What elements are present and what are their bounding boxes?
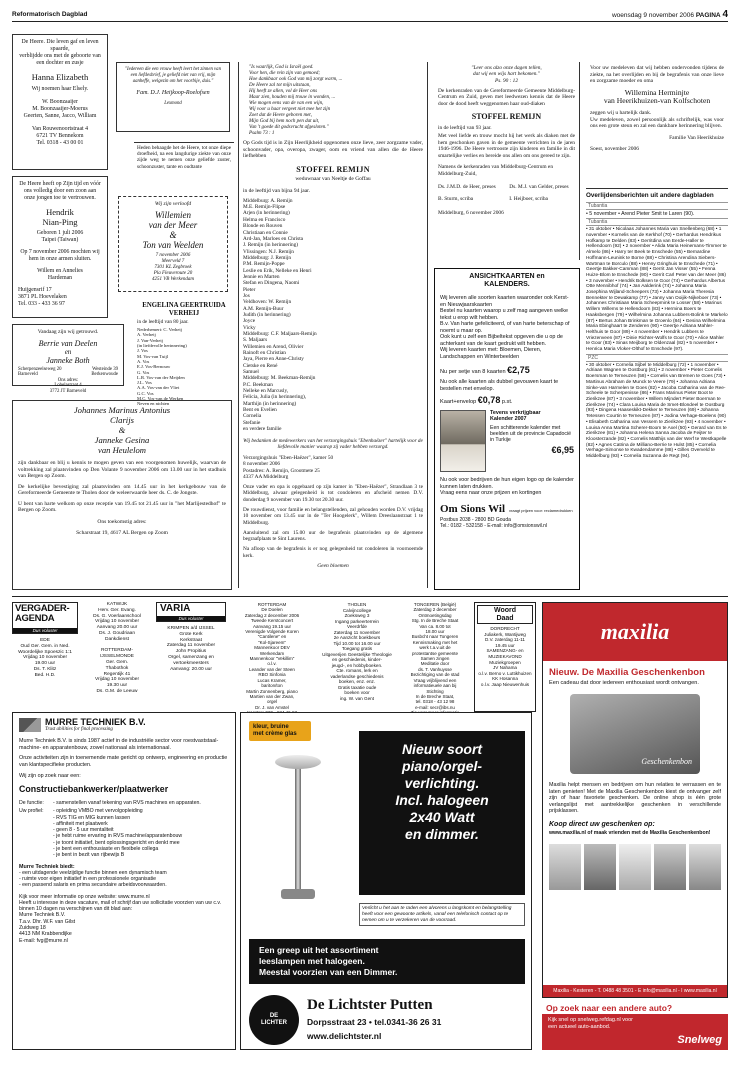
snelweg-body: Kijk snel op snelweg.refdag.nl voor een actueel auto-aanbod. (548, 1017, 633, 1030)
church-name: STOFFEL REMIJN (471, 112, 542, 122)
calendar-title: Tevens verkrijgbaar Kalender 2007 (490, 410, 541, 423)
maxilia-box (542, 602, 728, 998)
lichter-badge: kleur, bruine met crème glas (249, 721, 311, 741)
remijn-age: in de leeftijd van bijna 94 jaar. (243, 187, 311, 194)
engelina-family: Nederhemert: C. Verheij A. Verheij J. Van-Verheij (in liefdevolle herinnering) J. Vos M. Vos-van Tuijl A. Vos E.J. Vos-Bernouw G. Vos L.R. Vos-van der Meijden J.L. Vos A.A. Vos-van der Vliet G.C. Vos M.C. Vos-van de Werken Neven en nichten (137, 327, 187, 407)
maxilia-logo: maxilia (600, 619, 670, 644)
hendrik-text: De Heere heeft op Zijn tijd en vóór ons volledig door een zoon aan onze jongen toe te vertrouwen. (19, 181, 101, 201)
page-label: PAGINA (695, 12, 721, 19)
daad-label: Daad (496, 614, 514, 622)
obituaries-title: Overlijdensberichten uit andere dagbladen (586, 192, 714, 199)
remijn-sub: weduwnaar van Neeltje de Goffau (295, 175, 371, 182)
willemina-date: Soest, november 2006 (590, 145, 640, 152)
willemina-family: Familie Van Heerikhuize (669, 134, 724, 141)
woord-label: Woord (493, 607, 517, 614)
maxilia-body: Maxilia helpt mensen en bedrijven om hun relaties te verrassen en te laten genieten! Met de Maxilia Geschenkenbon kiest de ontvanger zelf zijn of haar favoriete geschenken. De online shop is één grote verlangslijst met aantrekkelijke geschenken in verschillende prijsklassen. (549, 782, 721, 814)
tag1-label: Tubantia (588, 203, 608, 209)
lichter-note: Verlicht u het aan te raden een alvorens u langskomt en belangstelling heeft voor een gewoonte artikels, vanaf een telefonisch contact op te nemen om u te verzekeren van de voorraad. (359, 903, 525, 926)
murre-slogan: Trust abilities for final processing (45, 727, 113, 732)
wedding-intro: Vandaag zijn wij getrouwd. (37, 329, 99, 335)
ansicht-body3: Nu ook voor bedrijven de hun eigen logo op de kalender kunnen laten drukken. Vraag eens naar onze prijzen en kortingen (440, 477, 574, 496)
murre-contact: Kijk voor meer informatie op onze website: www.murre.nl Heeft u interesse in deze vacature, mail of schrijf dan uw sollicitatie voorzien van uw c.v. binnen 10 dagen na verschijnen van dit blad aan: Murre Techniek B.V. T.a.v. Dhr. W.F. van Gilst Zuidweg 18 4413 NM Krabbendijke E-mail: fvg@murre.nl (19, 893, 222, 944)
murre-profile-label: Uw profiel: (19, 808, 44, 815)
lichter-ad2: Een greep uit het assortiment leeslampen met halogeen. Meestal voorzien van een Dimmer. (249, 939, 525, 984)
church-sig1: Ds. J.M.D. de Heer, preses (438, 184, 496, 191)
hanna-middle: Wij noemen haar Elsely. (31, 86, 89, 92)
ansicht-body2: Nu ook alle kaarten als dubbel gevouwen kaart te bestellen met envelop. (440, 379, 559, 392)
church-body2: Met veel liefde en trouw mocht hij het werk als diaken met de hem geschonken gaven in de gemeente verrichten in de jaren 1946-1996. De Heere vertrooste zijn kinderen en familie in dit smartelijke verlies en bereide ons allen om ons gereed te zijn. (438, 133, 575, 159)
remijn-body3: De rouwdienst, voor familie en belangstellenden, zal gehouden worden D.V. vrijdag 10 november om 13.45 uur in de "Ter Hoogelerk", Willem Dreeslaanstraat 1 te Middelburg. (243, 506, 423, 526)
calendar-price: €6,95 (551, 445, 574, 456)
lichter-addr: Dorpsstraat 23 • tel.0341-36 26 31 (307, 1017, 442, 1027)
varia-header (156, 602, 226, 622)
ansicht-address: Postbus 2038 - 2800 BD Gouda Tel.: 0182 - 532158 - E-mail: info@omsionswil.nl (440, 516, 548, 529)
church-age: in de leeftijd van 93 jaar. (438, 125, 492, 132)
remijn-thanks: Wij bedanken de medewerkers van het verzorgingshuis "Ebenhaëzer" hartelijk voor de liefdevolle manier waarop zij vader hebben verzorgd. (243, 437, 423, 450)
woord-daad-text: DORDRECHT Juliakerk, Wantijweg D.V. zaterdag 11-11 19.45 uur SAMENZANG- en MUZIEKAVOND Muziekgroepen JV Nahama o.l.v. Berno v. Luttikhuizen KK Hosanna o.l.v. Jaap Nieuwenhuis (478, 626, 532, 687)
willemina-name: Willemina Herminjte van Heerikhuizen-van Kolfschoten (603, 87, 711, 106)
engelina-body: Heden behaagde het de Heere, tot onze diepe droefheid, na een langdurige ziekte van onze zijde weg te nemen onze geliefde zuster, schoonzuster, tante en oudtante (137, 145, 231, 170)
remijn-body2: Onze vader en opa is opgebaard op zijn kamer in "Eben-Haëzer", Strandlaan 3 te Middelburg, alwaar gelegenheid is tot condoleren en afscheid nemen D.V. donderdag 9 november van 19.30 tot 20.30 uur. (243, 484, 423, 503)
hendrik-parents: Willem en Annelies Hardeman (37, 268, 83, 281)
church-sig3: B. Sturm, scriba (438, 195, 474, 202)
murre-offer: - een uitdagende veelzijdige functie binnen een dynamisch team - ruimte voor eigen initiatief in een professionele organisatie - een passend salaris en prima secundaire arbeidsvoorwaarden. (19, 869, 167, 889)
remijn-family-list: Middelburg: A. Remijn M.E. Remijn-Flipse Arjen (in herinnering) Helma en Francisco Blonde en Rouven Christiaan en Connie Ard-Jan, Marloes en Christa J. Remijn (in herinnering) Vlissingen: N.J. Remijn Middelburg: J. Remijn P.M. Remijn-Poppe Leslie en Erik, Nelleke en Henri Jennie en Marten Stefan en Dingena, Naomi Pieter Jos Veldhoven: W. Remijn A.M. Remijn-Buur Judith (in herinnering) Joyce Vicky Middelburg: C.F. Maljaars-Remijn S. Maljaars Willemien en Arend, Olivier Rainoft en Christian Jaya, Pierre en Anne-Christy Cietske en René Samuel Middelburg: M. Beekman-Remijn P.C. Beekman Nelleke en Marcusly, Felicia, Julia (in herinnering), Marthijn (in herinnering) Bent en Evelien Cornelia Stefanie en verdere familie (243, 197, 317, 433)
remijn-body4: Aansluitend zal om 15.00 uur de begrafenis plaatsvinden op de algemene begraafplaats te Sint Laurens. (243, 529, 423, 543)
clarijs-future-label: Ons toekomstig adres: (97, 518, 147, 525)
remijn-sign: Geen bloemen (317, 563, 349, 570)
clarijs-body3: U bent van harte welkom op onze receptie van 19.45 tot 21.45 uur in "het Marlijestedhof" te Bergen op Zoom. (18, 500, 226, 513)
varia-sub: Dus voluste! (157, 616, 225, 621)
remijn-body: Op Gods tijd is in Zijn Heerlijkheid opgenomen onze lieve, zeer zorgzame vader, schoonvader, opa, overopa, zwager, oom en vriend van allen die de Heere liefhebben (243, 140, 423, 160)
birth-notice-hendrik (12, 176, 108, 318)
engagement-amp: & (169, 230, 177, 240)
lichter-name: De Lichtster Putten (307, 997, 433, 1013)
agenda-katwijk: KATWIJK Herv. Ger. Evang. Ds. G. Voerlaanschool Vrijdag 10 november Aanvang 20.00 uur Ds. J. Goudriaan Dankdienst ROTTERDAM- IJSSELMONDE Ger. Gem. Thabothok Regentijk 41 Vrijdag 10 november 19.30 uur Ds. G.M. de Leeuw (93, 602, 141, 694)
section-divider (12, 596, 728, 597)
tag-3 (586, 354, 728, 362)
wedding-addr-left: Scherpenzeelseweg 20 Barneveld (18, 366, 62, 378)
lamp-image (267, 753, 329, 903)
product-photo-5 (689, 844, 721, 890)
church-date: Middelburg, 6 november 2006 (438, 210, 504, 217)
heijkoop-text: "Iedereen die een vrouw heeft leert het zinnen van een liefdesbrief, je geliefd niet van vrij, mijn aanheffe, welgezin om het voorbije, duis." (125, 67, 221, 84)
hendrik-born: Geboren 1 juli 2006 Taipei (Taiwan) (36, 230, 84, 243)
tag-2 (586, 218, 728, 226)
ansicht-brand-sub: vraagt prijzen voor: reclamedrukken (509, 507, 573, 513)
product-photo-2 (584, 844, 616, 890)
thanks-notice-willemina (586, 62, 728, 182)
ansicht-price2: €0,78 (477, 395, 501, 405)
maxilia-footer: Maxilia - Kesteren - T. 0488 48 3501 - E info@maxilia.nl - I www.maxilia.nl (543, 985, 727, 997)
willemina-body: Voor uw medeleven dat wij hebben ondervonden tijdens de ziekte, na het overlijden en bij de begrafenis van onze lieve en zorgzame moeder en oma (590, 65, 724, 85)
agenda-krimpen: KRIMPEN a/d IJSSEL Grote Kerk Kerkstraat Zaterdag 11 november John Propitius Orgel, samenzang en vertoekmeesters Aanvang: 20.00 uur (166, 626, 216, 672)
church-body: De kerkenraden van de Gereformeerde Gemeente Middelburg-Centrum en Zuid, geven met leedwezen kennis dat de Heere door de dood heeft weggenomen haar oud-diaken (438, 87, 575, 107)
remijn-body5: Na afloop van de begrafenis is er nog gelegenheid tot condoleren in voornoemde kerk. (243, 546, 423, 559)
church-sig4: I. Heijboer, scriba (509, 195, 548, 202)
clarijs-body2: De kerkelijke bevestiging zal plaatsvinden om 14.45 uur in het kerkgebouw van de Gereformeerde Gemeente te Tholen door de weleerwaarde heer ds. C. de Jongste. (18, 483, 226, 496)
heijkoop-name: Fam. D.J. Heijkoop-Roelofsen (136, 90, 210, 97)
agenda-header (12, 602, 78, 634)
page-number: 4 (722, 9, 728, 20)
murre-p3: Wij zijn op zoek naar een: (19, 773, 81, 779)
ansicht-price1: €2,75 (507, 365, 530, 375)
newspaper-name: Reformatorisch Dagblad (12, 11, 88, 18)
remijn-name: STOFFEL REMIJN (296, 164, 370, 174)
wedding-name1: Berrie van Deelen (38, 338, 98, 348)
page-header (12, 8, 728, 22)
engagement-intro: Wij zijn verloofd (154, 201, 192, 207)
engelina-lower-section (134, 300, 234, 407)
obituary-list-3: • 30 oktober • Cornelia Sijbel te Middelburg (72) • 1 november • Adriaan Wagnen te Oostburg (61) • 2 november • Pieter Cornelis Boersman te Terneuzen (58) • Cornelis van Bremen te Goes (73) • Martinus Abraham de Munck te Veere (79) • Johanna Adriana Sinke-van Harmelen te Goes (82) • Jacoba Catharina van de Ree-Scheele te Scherpenisse (86) • Frans Marinus Pieter Boot te Zierikzee (87) • 3 november • Willem Mijndert Pieter Boerman te Zierikzee (74) • Clara Louisa Maria de Smet-Blondeel te Oostburg (93) • Dingena Haaseskikt-Dekker te Terneuzen (69) • Johanna Tetessen Courtin te Terneuzen (87) • Jodina Verhage-Boelens (90) • Elisabeth Catharina van Vessem te Zierikzee (93) • 4 november • Louisa Anna Martina Scherer-Boom te Axel (50) • Gerard van Es te Zierikzee (81) • Johanna Helena Sanna Jacoba de Feijter te Kloosterzande (82) • Cornelis Matthijs van der Werf te Westkapelle (82) • Agnes Catrina de Milliano-Berrie te Hulst (85) • Cornelia Verhage-Simonse te Kwadendamme (88) • Gilles Overveld te Middelburg (93) • Cornelia Suzanna de Regt (94). (586, 362, 727, 460)
engagement-name1: Willemien van der Meer (148, 210, 198, 230)
hanna-name: Hanna Elizabeth (31, 72, 89, 82)
church-quote: "Leer ons alzo onze dagen tellen, dat wij een wijs hart bekomen." Ps. 90 : 12 (471, 65, 542, 84)
murre-offer-label: Murre Techniek biedt: (19, 863, 75, 870)
ansicht-body: Wij leveren alle soorten kaarten waaronder ook Kerst- en Nieuwjaarskaarten Bestel nu kaarten waarop u zelf mag aangeven welke tekst u erop wilt hebben. B.v. Van harte gefeliciteerd, of van harte beterschap of noemt u maar op. Ook kunt u zelf een Bijbeltekst opgeven die u op de achterkant van de kaart gedrukt wilt hebben. Wij leveren kaarten met: Bloemen, Dieren, Landschappen en Winterbeelden (440, 295, 570, 360)
calendar-body: Een schitterende kalender met beelden uit de provincie Capadocië in Turkije (490, 424, 572, 444)
thanks-notice-alida (134, 388, 144, 396)
agenda-rotterdam: ROTTERDAM De Doelen Zaterdag 2 december 2006 Tweede Kerstconcert Aanvang 19.15 uur Verenigde Volgende Koren "Cantilene" en "Kol-Sjareem" Mannenkoor DEV Werkendam Mannenkoor "Vekillim" o.l.v. Leander van der Steen RBO Sinfonia Lucas Kramer, bariton/ton Martin Zonnenberg, piano Martien van der Zwan, orgel Dr. J. van Amstel (244, 602, 300, 710)
product-photo-1 (549, 844, 581, 890)
agenda-title: VERGADER- AGENDA (15, 603, 70, 624)
remijn-quote: "Is waarlijk, God is Israël goed. Voor hen, die rein zijn van gemoed; Hoe dankbaar ook God van mij zorgt warm, ... De Heere zal tot mijn uitstaan, Hij heeft ze allen, vol de Heer ons Maar zien, houden mij trouw in wonden, ... Wie mogen eens van de van een wijn, Wij voor u haar vergeet niet mee het zijn Zoet dat de Heere geboren met, Mijn God bij hem noch pen dat uit, Van 't goede dit godsvrucht afgesloten." Psalm 73 : 1 (249, 65, 343, 136)
hanna-family: W. Boonzaaijer M. Boonzaaijer-Moerus Geerten, Sanne, Jacco, William (23, 99, 97, 119)
wedding-notice-clarijs (12, 400, 232, 590)
maxilia-sub: Een cadeau dat door iedereen enthousiast wordt ontvangen. (549, 680, 699, 686)
wedding-notice-deelen (12, 324, 124, 394)
ansicht-ad (434, 268, 580, 590)
tag3-label: PZC (588, 354, 598, 361)
hendrik-text2: Op 7 november 2006 mochten wij hem in onze armen sluiten. (20, 249, 100, 262)
calendar-image (440, 410, 486, 472)
murre-vacancy-ad (12, 712, 236, 1050)
ansicht-brand: Om Sions Wil (440, 502, 506, 515)
birth-notice-hanna (12, 34, 108, 170)
ansicht-title: ANSICHTKAARTEN en KALENDERS. (469, 273, 545, 288)
murre-p1: Murre Techniek B.V. is sinds 1987 actief in de industriële sector voor roestvaststaal-machine- en apparatenbouw, zowel nationaal als internationaal. (19, 738, 219, 751)
agenda-tholen: THOLEN Calvijncollege Zoeksweg 3 Ingang parkeerterrein Veerdrfde Zaterdag 11 november 2e Aanzicht boekbeurs Tijd 10.00 tot 16.00 uur Toegang gratis Uitgeverijen Geestelijke Theologie en geschiedenis, kinder- jeugd-, en hobbyboeken. Cte. romans, lerk en vaderlandse geschiedenis boeken, enz. enz. Gratis taxatie oude boeken voor ing. W. van Gent (322, 602, 392, 701)
murre-logo-icon (19, 718, 41, 732)
death-notice-remijn-church (434, 62, 580, 260)
clarijs-name2: Janneke Gesina van Heulelom (94, 435, 150, 455)
agenda-sub: Dus voluste! (13, 628, 77, 633)
hanna-address: Van Rouwenoortstraat 4 6721 TV Bennekom Tel. 0318 - 43 00 01 (31, 126, 89, 146)
wedding-future: Ons adres: Lobelastraat 4 3772 JT Barneveld (49, 377, 87, 394)
clarijs-name1: Johannes Marinus Antonius Clarijs (73, 405, 171, 425)
ansicht-price-line: Nu per setje van 8 kaarten (440, 369, 506, 375)
engelina-age: in de leeftijd van 80 jaar. (137, 319, 189, 326)
murre-func-label: De functie: (19, 800, 44, 806)
notice-heijkoop (116, 62, 230, 132)
murre-p2: Onze activiteiten zijn in toenemende mate gericht op ontwerp, engineering en productie van klantspecifieke producten. (19, 755, 228, 768)
snelweg-logo: Snelweg (677, 1034, 722, 1046)
lichter-ad (240, 712, 532, 1050)
murre-logo: MURRE TECHNIEK B.V. (45, 717, 146, 727)
obituary-list-1: • 5 november • Arend Pieter Smit te Laren (90). (586, 211, 695, 217)
obituary-list-2: • 31 oktober • Nicolaas Johannes Maria van Snellenberg (68) • 1 november • Kornelis van de Kerkhof (70) • Gerhardus Hendrikus Hofkamp te Delden (83) • Gerritdina van Eerde-Haller te Hellendoorn (92) • 2 november • Alida Maria Heinemans-Timmer te Almelo (86) • Harry ter Beek te Enschede (55) • Bernardine Hoffmann-Leunink te Borne (88) • Christina Arendina Siebers-Wartman te Borculo (88) • Henny Gringhuis te Enschede (71) • Geertje Bakker-Camman (88) • Gerrit Jan Visser (55) • Fenna Huize-Blom te Enschede (90) • Gerrit Carl Peter van der Meer (86) • 3 november • Hendrik Bolksen te Goor (74) • Gerhardus Albertus Otte Mennibhof (74) • Jan Aalderink (74) • Johanna Maria Josephina Wijland-Scheepers (73) • Johanna Maria Theresia Bennekter te Dewakamp (77) • Janny van Ooijik-Nijkeboer (73) • Johannes Christiaan Maria Scheepmink te Losser (58) • Marinus Willem Willems te Hellendoorn (83) • Hermina Boers te Haaksbergen (79) • Wilhelmina Johanna Lubbers-Bolink te Markelo (87) • Bertus Johan Brinkman te Groenlo (84) • Gesina Wilhelmina Maria Ebinghaart te Zenderen (90) • Geertje Adriana Mahler-Helthuis te Goor (89) • 4 november • Hendrik Lubbers te Vriezenveen (87) • Dinie Richter-Wolfs te Goor (70) • Alice Mahler te Goor (83) • Sinas Meijborg te Oldenzaal (82) • 5 november • Henrica Maria Vloker-Olthof te Enschede (97). (586, 227, 728, 353)
church-sig2: Ds. M.J. van Gelder, preses (509, 184, 569, 191)
murre-role: Constructiebankwerker/plaatwerker (19, 784, 169, 794)
wedding-addr-right: Westeinde 39 Berkenwoude (91, 366, 118, 378)
hendrik-name: Hendrik Nian-Ping (42, 207, 78, 227)
agenda-tongeren: TONGEREN (België) Zaterdag 2 december Ontmoetingsdag Stg. In de Breche Staat Van ca. 8.00 tot 18.00 uur Busbcht naar Tongeren Kennismaking met het werk t.a.v.uit de protestantse gemeente Samen zingen Meditatie door ds. T. Vanhuysse Bezichtiging van de stad Vraag vrijblijvend een informatieuele aan bij Stichting In de Breche Staat, tel. 0318 - 43 12 98 e-mail: secr@ibs.nu (410, 602, 460, 710)
tag2-label: Tubantia (588, 219, 608, 226)
engelina-name: ENGELINA GEERTRUIDA VERHEIJ (142, 302, 226, 317)
snelweg-ad (542, 1002, 728, 1050)
lichter-ad1: Nieuw soort piano/orgel- verlichting. Incl. halogeen 2x40 Watt en dimmer. (359, 731, 525, 895)
ansicht-envelop: Kaart+envelop (440, 399, 477, 405)
lichter-logo (249, 995, 299, 1045)
agenda-ede: EDE Oud Ger. Gem. in Ned. Woordelijke Spoeszic 1:1 Vrijdag 10 november 19.00 uur Ds. T. Klitz Bed. H.D. (18, 638, 72, 678)
other-obituaries (586, 188, 728, 592)
wedding-name2: Janneke Both (46, 355, 90, 365)
heijkoop-place: Lexmond (164, 101, 182, 107)
woord-daad-ad (474, 602, 536, 712)
product-photo-3 (619, 844, 651, 890)
church-body3: Namens de kerkenraden van Middelburg-Centrum en Middelburg-Zuid, (438, 164, 554, 177)
engagement-name2: Ton van Weelden (142, 240, 204, 250)
clarijs-body: zijn dankbaar en blij u kennis te mogen geven van een voorgenomen huwelijk, waarvan de voltrekking zal plaatsvinden op Den Volante 9 november 2006 om 13.00 uur in het stadhuis van Bergen op Zoom. (18, 460, 226, 479)
snelweg-title: Op zoek naar een andere auto? (542, 1002, 728, 1014)
product-photos (549, 844, 721, 890)
gift-card-label: Geschenkenbon (641, 757, 692, 766)
remijn-address: Verzorgingshuis "Eben-Haëzer", kamer 50 8 november 2006 Postadres: A. Remijn, Grootmete 25 4337 AA Middelburg (243, 454, 334, 480)
gift-card-image (570, 694, 700, 774)
varia-title: VARIA (160, 603, 191, 614)
lichter-logo-text: DE LICHTER (261, 1013, 287, 1026)
clarijs-future: Scharstraat 19, 4617 AL Bergen op Zoom (76, 530, 168, 536)
ansicht-price2-unit: p.st. (501, 399, 513, 405)
hendrik-address: Huijgensrif 17 3871 PL Hoevelaken Tel. 033 - 433 36 97 (18, 287, 67, 307)
maxilia-title: Nieuw. De Maxilia Geschenkenbon (549, 667, 705, 678)
clarijs-amp: & (118, 425, 126, 435)
hanna-intro: De Heere. Die leven gaf en leven spaarde, verblijdde ons met de geboorte van een dochter en zusje (19, 39, 101, 66)
maxilia-cta: Koop direct uw geschenken op: (549, 820, 655, 828)
murre-func: - samenstellen vanaf tekening van RVS machines en apparaten. (53, 800, 201, 806)
wedding-amp: en (64, 347, 72, 356)
tag-1 (586, 202, 728, 210)
woord-daad-logo (477, 605, 533, 624)
murre-profile: - opleiding VMBO met vervolgopleiding - RVS TIG en MIG kunnen lassen - affiniteit met plaatwerk - geen 8 - 5 uur mentaliteit - je hebt ruime ervaring in RVS machine/apparatenbouw - je toont initiatief, bent oplossingsgericht en denkt mee - je bent een enthousiaste en flexibele collega - je bent in bezit van rijbewijs B (53, 808, 183, 859)
product-photo-4 (654, 844, 686, 890)
death-notice-remijn-family (238, 62, 428, 588)
engagement-date: 7 november 2006 Meerveld 7 7301 KL Zegbroek Pla Fleuveroute 20 4251 VB Werkendam (151, 253, 195, 282)
lichter-web: www.delichtster.nl (307, 1031, 382, 1041)
maxilia-cta-url: www.maxilia.nl of maak vrienden met de Maxilia Geschenkenbon! (549, 829, 711, 836)
willemina-body2: zeggen wij u hartelijk dank. Uw medeleven, zowel persoonlijk als schriftelijk, was voor ons een grote steun en zal een dankbare herinnering blijven. (590, 109, 724, 130)
header-date: woensdag 9 november 2006 (611, 12, 694, 19)
